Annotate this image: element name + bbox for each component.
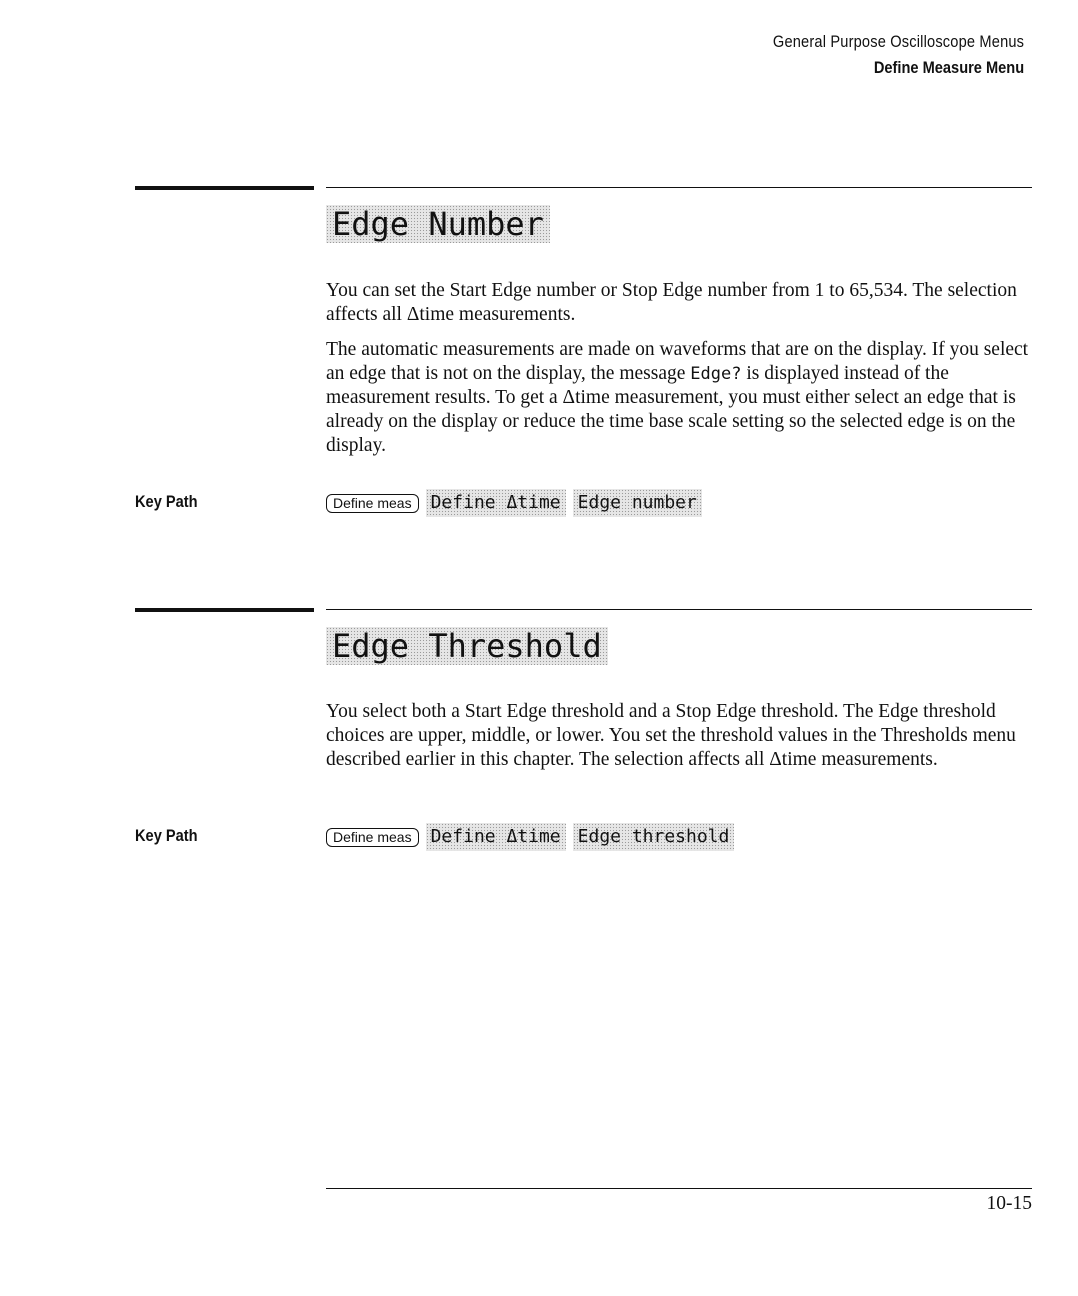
edge-number-softkey[interactable]: Edge number [573, 489, 702, 517]
footer-rule [326, 1188, 1032, 1189]
define-delta-time-softkey[interactable]: Define Δtime [426, 823, 566, 851]
define-meas-key[interactable]: Define meas [326, 494, 419, 513]
chapter-title: General Purpose Oscilloscope Menus [772, 32, 1024, 51]
key-path [326, 489, 702, 517]
paragraph-text: The automatic measurements are made on waveforms that are on the display. If you select an edge that is not on the display, the message [326, 339, 1029, 384]
define-meas-key[interactable]: Define meas [326, 828, 419, 847]
section-rule-thin [326, 187, 1032, 188]
section-rule-thick [135, 608, 314, 612]
edge-threshold-paragraph-1: You select both a Start Edge threshold and a Stop Edge threshold. The Edge threshold choices are upper, middle, or lower. You set the threshold values in the Thresholds menu described earlier in this chapter. The selection affects all Δtime measurements. [326, 701, 1016, 770]
key-path [326, 823, 734, 851]
edge-number-paragraph-1: You can set the Start Edge number or Stop Edge number from 1 to 65,534. The selection affects all Δtime measurements. [326, 280, 1017, 325]
message-code: Edge? [690, 364, 742, 384]
define-delta-time-softkey[interactable]: Define Δtime [426, 489, 566, 517]
menu-title: Define Measure Menu [873, 58, 1024, 77]
key-path-label: Key Path [135, 826, 198, 845]
edge-number-paragraph-2 [326, 338, 1038, 458]
edge-threshold-softkey[interactable]: Edge threshold [573, 823, 735, 851]
paragraph-text: is displayed instead of the measurement results. To get a Δtime measurement, you must either select an edge that is already on the display or reduce the time base scale setting so the selected edge is on the display. [326, 363, 1016, 456]
section-title-edge-number: Edge Number [326, 205, 550, 243]
page-number: 10-15 [986, 1193, 1032, 1214]
running-header [732, 30, 1024, 82]
section-title-edge-threshold: Edge Threshold [326, 627, 608, 665]
section-rule-thin [326, 609, 1032, 610]
section-rule-thick [135, 186, 314, 190]
key-path-label: Key Path [135, 492, 198, 511]
